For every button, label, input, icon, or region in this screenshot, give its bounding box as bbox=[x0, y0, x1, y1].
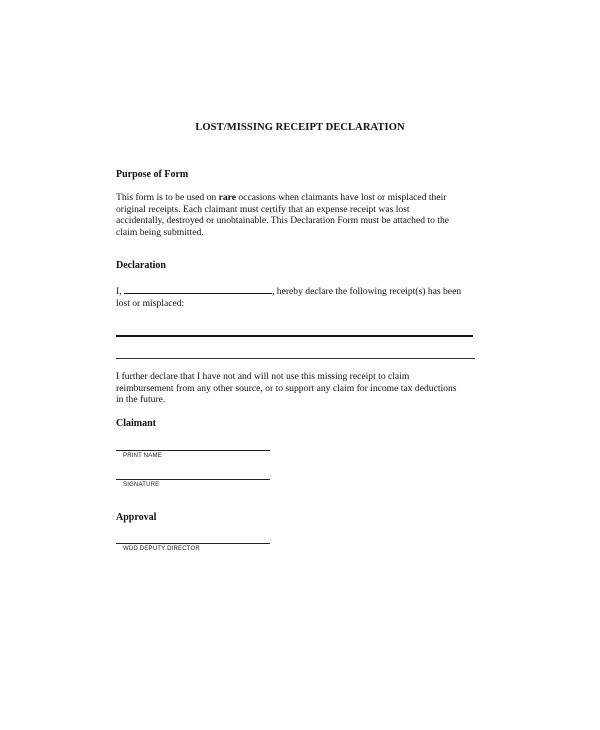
declaration-paragraph bbox=[116, 284, 461, 309]
signature-caption: SIGNATURE bbox=[123, 482, 160, 488]
signature-line[interactable] bbox=[116, 479, 270, 480]
purpose-line-1-end: occasions when claimants have lost or misplaced their bbox=[236, 192, 447, 203]
declarant-name-blank[interactable] bbox=[124, 284, 272, 294]
receipt-details-line-1[interactable] bbox=[116, 335, 473, 337]
approval-heading: Approval bbox=[116, 512, 157, 523]
print-name-caption: PRINT NAME bbox=[123, 453, 162, 459]
further-line-2: reimbursement from any other source, or to support any claim for income tax deductions bbox=[116, 382, 457, 394]
purpose-line-4: claim being submitted. bbox=[116, 226, 204, 238]
purpose-paragraph bbox=[116, 192, 449, 238]
purpose-line-1 bbox=[116, 192, 449, 204]
declaration-line-2: lost or misplaced: bbox=[116, 297, 185, 309]
deputy-director-line[interactable] bbox=[116, 543, 270, 544]
purpose-line-1-start: This form is to be used on bbox=[116, 192, 219, 203]
purpose-line-3: accidentally, destroyed or unobtainable. This Declaration Form must be attached to the bbox=[116, 215, 450, 227]
declaration-suffix: , hereby declare the following receipt(s) has been bbox=[272, 286, 462, 297]
claimant-heading: Claimant bbox=[116, 418, 156, 429]
declaration-heading: Declaration bbox=[116, 260, 166, 271]
print-name-line[interactable] bbox=[116, 450, 270, 451]
receipt-details-line-2[interactable] bbox=[116, 358, 475, 359]
declaration-prefix: I, bbox=[116, 286, 124, 297]
further-declaration-paragraph bbox=[116, 371, 456, 406]
further-line-3: in the future. bbox=[116, 394, 166, 406]
purpose-heading: Purpose of Form bbox=[116, 169, 189, 180]
document-title: LOST/MISSING RECEIPT DECLARATION bbox=[195, 122, 405, 133]
purpose-emphasis: rare bbox=[218, 192, 236, 203]
declaration-line-1 bbox=[116, 284, 461, 298]
purpose-line-2: original receipts. Each claimant must certify that an expense receipt was lost bbox=[116, 203, 410, 215]
further-line-1: I further declare that I have not and will not use this missing receipt to claim bbox=[116, 371, 410, 382]
deputy-director-caption: WDD DEPUTY DIRECTOR bbox=[123, 546, 200, 552]
